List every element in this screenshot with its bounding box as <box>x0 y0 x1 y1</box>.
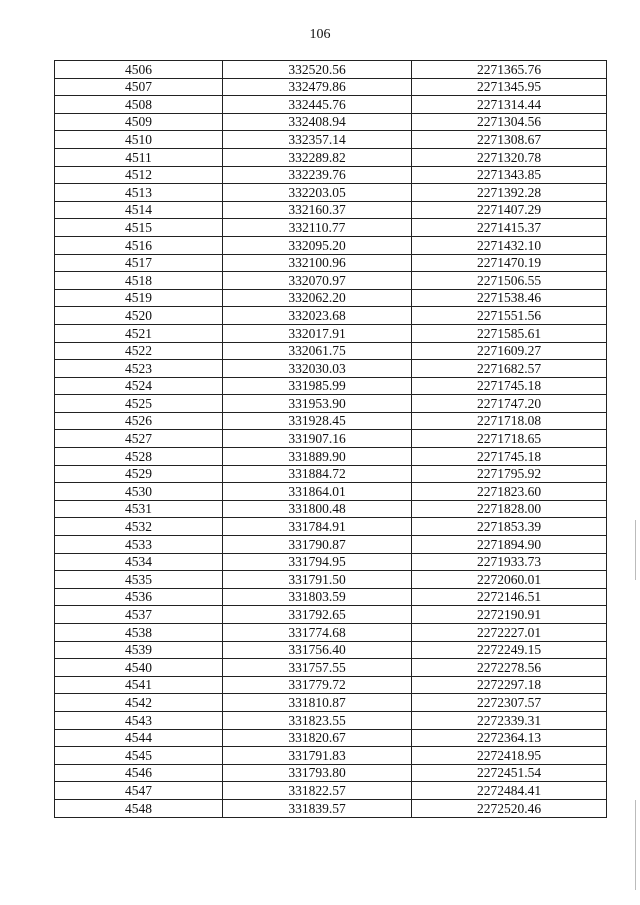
x-coordinate-cell: 331907.16 <box>223 430 412 448</box>
table-row <box>55 694 607 712</box>
table-row <box>55 78 607 96</box>
scan-edge-mark <box>635 800 636 890</box>
y-coordinate-cell: 2271407.29 <box>412 201 607 219</box>
x-coordinate-cell: 331928.45 <box>223 412 412 430</box>
point-number-cell: 4518 <box>55 272 223 290</box>
table-row <box>55 395 607 413</box>
table-row <box>55 96 607 114</box>
table-row <box>55 729 607 747</box>
x-coordinate-cell: 331784.91 <box>223 518 412 536</box>
x-coordinate-cell: 331803.59 <box>223 588 412 606</box>
x-coordinate-cell: 332061.75 <box>223 342 412 360</box>
table-row <box>55 61 607 79</box>
point-number-cell: 4536 <box>55 588 223 606</box>
point-number-cell: 4523 <box>55 360 223 378</box>
table-row <box>55 764 607 782</box>
y-coordinate-cell: 2271682.57 <box>412 360 607 378</box>
table-row <box>55 606 607 624</box>
point-number-cell: 4508 <box>55 96 223 114</box>
y-coordinate-cell: 2272249.15 <box>412 641 607 659</box>
x-coordinate-cell: 331792.65 <box>223 606 412 624</box>
table-row <box>55 131 607 149</box>
point-number-cell: 4515 <box>55 219 223 237</box>
x-coordinate-cell: 332030.03 <box>223 360 412 378</box>
y-coordinate-cell: 2272190.91 <box>412 606 607 624</box>
scan-edge-mark <box>635 520 636 580</box>
x-coordinate-cell: 331889.90 <box>223 448 412 466</box>
x-coordinate-cell: 331884.72 <box>223 465 412 483</box>
x-coordinate-cell: 332023.68 <box>223 307 412 325</box>
x-coordinate-cell: 331810.87 <box>223 694 412 712</box>
y-coordinate-cell: 2271538.46 <box>412 289 607 307</box>
coordinates-table <box>54 60 607 818</box>
x-coordinate-cell: 332445.76 <box>223 96 412 114</box>
x-coordinate-cell: 332203.05 <box>223 184 412 202</box>
point-number-cell: 4548 <box>55 799 223 817</box>
table-row <box>55 360 607 378</box>
y-coordinate-cell: 2271933.73 <box>412 553 607 571</box>
y-coordinate-cell: 2271365.76 <box>412 61 607 79</box>
table-row <box>55 219 607 237</box>
point-number-cell: 4527 <box>55 430 223 448</box>
x-coordinate-cell: 332070.97 <box>223 272 412 290</box>
x-coordinate-cell: 331823.55 <box>223 711 412 729</box>
table-row <box>55 201 607 219</box>
point-number-cell: 4529 <box>55 465 223 483</box>
point-number-cell: 4506 <box>55 61 223 79</box>
point-number-cell: 4538 <box>55 624 223 642</box>
y-coordinate-cell: 2272297.18 <box>412 676 607 694</box>
table-row <box>55 184 607 202</box>
point-number-cell: 4533 <box>55 536 223 554</box>
point-number-cell: 4530 <box>55 483 223 501</box>
y-coordinate-cell: 2272060.01 <box>412 571 607 589</box>
x-coordinate-cell: 331791.50 <box>223 571 412 589</box>
y-coordinate-cell: 2271718.65 <box>412 430 607 448</box>
table-row <box>55 747 607 765</box>
table-row <box>55 518 607 536</box>
x-coordinate-cell: 332100.96 <box>223 254 412 272</box>
y-coordinate-cell: 2272364.13 <box>412 729 607 747</box>
y-coordinate-cell: 2271304.56 <box>412 113 607 131</box>
point-number-cell: 4510 <box>55 131 223 149</box>
point-number-cell: 4545 <box>55 747 223 765</box>
x-coordinate-cell: 332479.86 <box>223 78 412 96</box>
point-number-cell: 4528 <box>55 448 223 466</box>
y-coordinate-cell: 2272339.31 <box>412 711 607 729</box>
table-row <box>55 782 607 800</box>
y-coordinate-cell: 2271320.78 <box>412 148 607 166</box>
y-coordinate-cell: 2271392.28 <box>412 184 607 202</box>
table-row <box>55 148 607 166</box>
table-row <box>55 236 607 254</box>
point-number-cell: 4526 <box>55 412 223 430</box>
y-coordinate-cell: 2271551.56 <box>412 307 607 325</box>
page-number: 106 <box>309 27 331 42</box>
x-coordinate-cell: 332520.56 <box>223 61 412 79</box>
y-coordinate-cell: 2271343.85 <box>412 166 607 184</box>
x-coordinate-cell: 332289.82 <box>223 148 412 166</box>
table-row <box>55 500 607 518</box>
table-row <box>55 307 607 325</box>
table-row <box>55 430 607 448</box>
table-row <box>55 272 607 290</box>
point-number-cell: 4507 <box>55 78 223 96</box>
y-coordinate-cell: 2271308.67 <box>412 131 607 149</box>
y-coordinate-cell: 2272451.54 <box>412 764 607 782</box>
y-coordinate-cell: 2271894.90 <box>412 536 607 554</box>
x-coordinate-cell: 332239.76 <box>223 166 412 184</box>
table-row <box>55 254 607 272</box>
table-row <box>55 289 607 307</box>
y-coordinate-cell: 2272418.95 <box>412 747 607 765</box>
x-coordinate-cell: 332095.20 <box>223 236 412 254</box>
table-row <box>55 799 607 817</box>
x-coordinate-cell: 332110.77 <box>223 219 412 237</box>
point-number-cell: 4520 <box>55 307 223 325</box>
point-number-cell: 4524 <box>55 377 223 395</box>
table-row <box>55 553 607 571</box>
table-row <box>55 465 607 483</box>
y-coordinate-cell: 2271609.27 <box>412 342 607 360</box>
point-number-cell: 4514 <box>55 201 223 219</box>
x-coordinate-cell: 331793.80 <box>223 764 412 782</box>
y-coordinate-cell: 2271415.37 <box>412 219 607 237</box>
x-coordinate-cell: 331779.72 <box>223 676 412 694</box>
table-row <box>55 448 607 466</box>
x-coordinate-cell: 331774.68 <box>223 624 412 642</box>
y-coordinate-cell: 2272520.46 <box>412 799 607 817</box>
table-row <box>55 324 607 342</box>
table-row <box>55 342 607 360</box>
point-number-cell: 4517 <box>55 254 223 272</box>
point-number-cell: 4532 <box>55 518 223 536</box>
point-number-cell: 4531 <box>55 500 223 518</box>
x-coordinate-cell: 331864.01 <box>223 483 412 501</box>
x-coordinate-cell: 332062.20 <box>223 289 412 307</box>
coordinates-table-body <box>55 61 607 818</box>
y-coordinate-cell: 2272484.41 <box>412 782 607 800</box>
table-row <box>55 412 607 430</box>
point-number-cell: 4522 <box>55 342 223 360</box>
y-coordinate-cell: 2272278.56 <box>412 659 607 677</box>
y-coordinate-cell: 2271745.18 <box>412 448 607 466</box>
y-coordinate-cell: 2272227.01 <box>412 624 607 642</box>
x-coordinate-cell: 331790.87 <box>223 536 412 554</box>
x-coordinate-cell: 331839.57 <box>223 799 412 817</box>
y-coordinate-cell: 2271828.00 <box>412 500 607 518</box>
x-coordinate-cell: 331794.95 <box>223 553 412 571</box>
y-coordinate-cell: 2271745.18 <box>412 377 607 395</box>
x-coordinate-cell: 331800.48 <box>223 500 412 518</box>
point-number-cell: 4541 <box>55 676 223 694</box>
x-coordinate-cell: 331953.90 <box>223 395 412 413</box>
point-number-cell: 4542 <box>55 694 223 712</box>
y-coordinate-cell: 2271795.92 <box>412 465 607 483</box>
point-number-cell: 4544 <box>55 729 223 747</box>
x-coordinate-cell: 332357.14 <box>223 131 412 149</box>
y-coordinate-cell: 2271506.55 <box>412 272 607 290</box>
y-coordinate-cell: 2271747.20 <box>412 395 607 413</box>
point-number-cell: 4547 <box>55 782 223 800</box>
table-row <box>55 571 607 589</box>
y-coordinate-cell: 2271345.95 <box>412 78 607 96</box>
table-row <box>55 113 607 131</box>
point-number-cell: 4534 <box>55 553 223 571</box>
table-row <box>55 588 607 606</box>
x-coordinate-cell: 331985.99 <box>223 377 412 395</box>
table-row <box>55 483 607 501</box>
x-coordinate-cell: 331820.67 <box>223 729 412 747</box>
point-number-cell: 4546 <box>55 764 223 782</box>
point-number-cell: 4521 <box>55 324 223 342</box>
point-number-cell: 4537 <box>55 606 223 624</box>
point-number-cell: 4519 <box>55 289 223 307</box>
x-coordinate-cell: 331756.40 <box>223 641 412 659</box>
x-coordinate-cell: 332160.37 <box>223 201 412 219</box>
x-coordinate-cell: 331791.83 <box>223 747 412 765</box>
y-coordinate-cell: 2271718.08 <box>412 412 607 430</box>
y-coordinate-cell: 2271432.10 <box>412 236 607 254</box>
point-number-cell: 4512 <box>55 166 223 184</box>
point-number-cell: 4543 <box>55 711 223 729</box>
y-coordinate-cell: 2271585.61 <box>412 324 607 342</box>
y-coordinate-cell: 2271314.44 <box>412 96 607 114</box>
table-row <box>55 624 607 642</box>
table-row <box>55 676 607 694</box>
y-coordinate-cell: 2272146.51 <box>412 588 607 606</box>
table-row <box>55 377 607 395</box>
y-coordinate-cell: 2272307.57 <box>412 694 607 712</box>
point-number-cell: 4535 <box>55 571 223 589</box>
x-coordinate-cell: 331757.55 <box>223 659 412 677</box>
point-number-cell: 4511 <box>55 148 223 166</box>
x-coordinate-cell: 332017.91 <box>223 324 412 342</box>
table-row <box>55 641 607 659</box>
table-row <box>55 711 607 729</box>
point-number-cell: 4540 <box>55 659 223 677</box>
x-coordinate-cell: 331822.57 <box>223 782 412 800</box>
point-number-cell: 4509 <box>55 113 223 131</box>
point-number-cell: 4539 <box>55 641 223 659</box>
point-number-cell: 4516 <box>55 236 223 254</box>
y-coordinate-cell: 2271853.39 <box>412 518 607 536</box>
table-row <box>55 659 607 677</box>
x-coordinate-cell: 332408.94 <box>223 113 412 131</box>
point-number-cell: 4513 <box>55 184 223 202</box>
y-coordinate-cell: 2271823.60 <box>412 483 607 501</box>
table-row <box>55 166 607 184</box>
point-number-cell: 4525 <box>55 395 223 413</box>
table-row <box>55 536 607 554</box>
y-coordinate-cell: 2271470.19 <box>412 254 607 272</box>
